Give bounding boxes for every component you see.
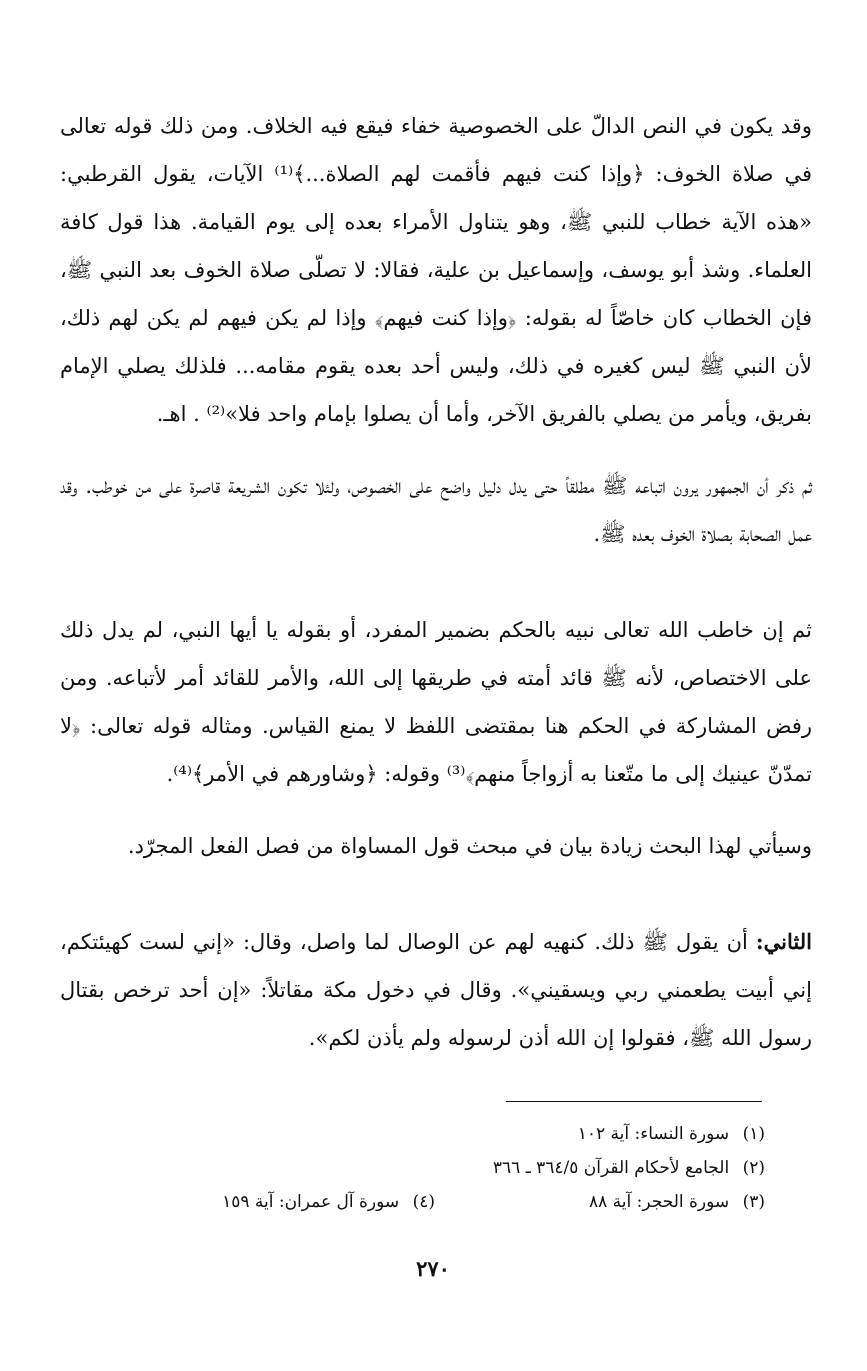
paragraph-lead-word: الثاني: [755,929,812,954]
footnote-4 [105,1185,435,1219]
paragraph-singular-address [60,606,812,798]
footnotes-section [100,1117,765,1219]
footnote-2 [435,1151,765,1185]
footnote-separator [506,1101,762,1102]
footnote-text: سورة آل عمران: آية ١٥٩ [222,1192,400,1212]
footnote-row [100,1117,765,1151]
footnote-number: (٢) [742,1158,765,1178]
footnote-text: الجامع لأحكام القرآن ٣٦٤/٥ ـ ٣٦٦ [492,1158,730,1178]
footnote-row [100,1185,765,1219]
footnote-text: سورة الحجر: آية ٨٨ [589,1192,730,1212]
footnote-1 [435,1117,765,1151]
footnote-number: (٣) [742,1192,765,1212]
footnote-text: سورة النساء: آية ١٠٢ [577,1124,730,1144]
page-number: ٢٧٠ [416,1256,450,1281]
footnote-row [100,1151,765,1185]
paragraph-text: وقد يكون في النص الدالّ على الخصوصية خفاء فيقع فيه الخلاف. ومن ذلك قوله تعالى في صلاة الخوف: ﴿وإذا كنت فيهم فأقمت لهم الصلاة...﴾⁽¹⁾ الآيات، يقول القرطبي: «هذه الآية خطاب للنبي ﷺ، وهو يتناول الأمراء بعده إلى يوم القيامة. هذا قول كافة العلماء. وشذ أبو يوسف، وإسماعيل بن علية، فقالا: لا تصلّى صلاة الخوف بعد النبي ﷺ، فإن الخطاب كان خاصّاً له بقوله: ﴿وإذا كنت فيهم﴾ وإذا لم يكن فيهم لم يكن لهم ذلك، لأن النبي ﷺ ليس كغيره في ذلك، وليس أحد بعده يقوم مقامه... فلذلك يصلي الإمام بفريق، ويأمر من يصلي بالفريق الآخر، وأما أن يصلوا بإمام واحد فلا»⁽²⁾ . اهـ. [60,114,813,426]
paragraph-khawf-prayer [60,102,812,438]
footnote-number: (١) [742,1124,765,1144]
paragraph-text: وسيأتي لهذا البحث زيادة بيان في مبحث قول المساواة من فصل الفعل المجرّد. [127,834,812,858]
paragraph-text: ثم إن خاطب الله تعالى نبيه بالحكم بضمير المفرد، أو بقوله يا أيها النبي، لم يدل ذلك على الاختصاص، لأنه ﷺ قائد أمته في طريقها إلى الله، والأمر للقائد أمر لأتباعه. ومن رفض المشاركة في الحكم هنا بمقتضى اللفظ لا يمنع القياس. ومثاله قوله تعالى: ﴿لا تمدّنّ عينيك إلى ما متّعنا به أزواجاً منهم﴾⁽³⁾ وقوله: ﴿وشاورهم في الأمر﴾⁽⁴⁾. [60,618,812,786]
paragraph-text: ثم ذكر أن الجمهور يرون اتباعه ﷺ مطلقاً حتى يدل دليل واضح على الخصوص، ولئلا تكون الشريعة قاصرة على من خوطب. وقد عمل الصحابة بصلاة الخوف بعده ﷺ. [60,474,812,546]
paragraph-text: أن يقول ﷺ ذلك. كنهيه لهم عن الوصال لما واصل، وقال: «إني لست كهيئتكم، إني أبيت يطعمني ربي ويسقيني». وقال في دخول مكة مقاتلاً: «إن أحد ترخص بقتال رسول الله ﷺ، فقولوا إن الله أذن لرسوله ولم يأذن لكم». [60,930,812,1050]
paragraph-second-case [60,918,812,1062]
paragraph-forward-reference [60,822,812,870]
footnote-3 [435,1185,765,1219]
footnote-number: (٤) [412,1192,435,1212]
paragraph-jumhur-view [60,462,812,558]
